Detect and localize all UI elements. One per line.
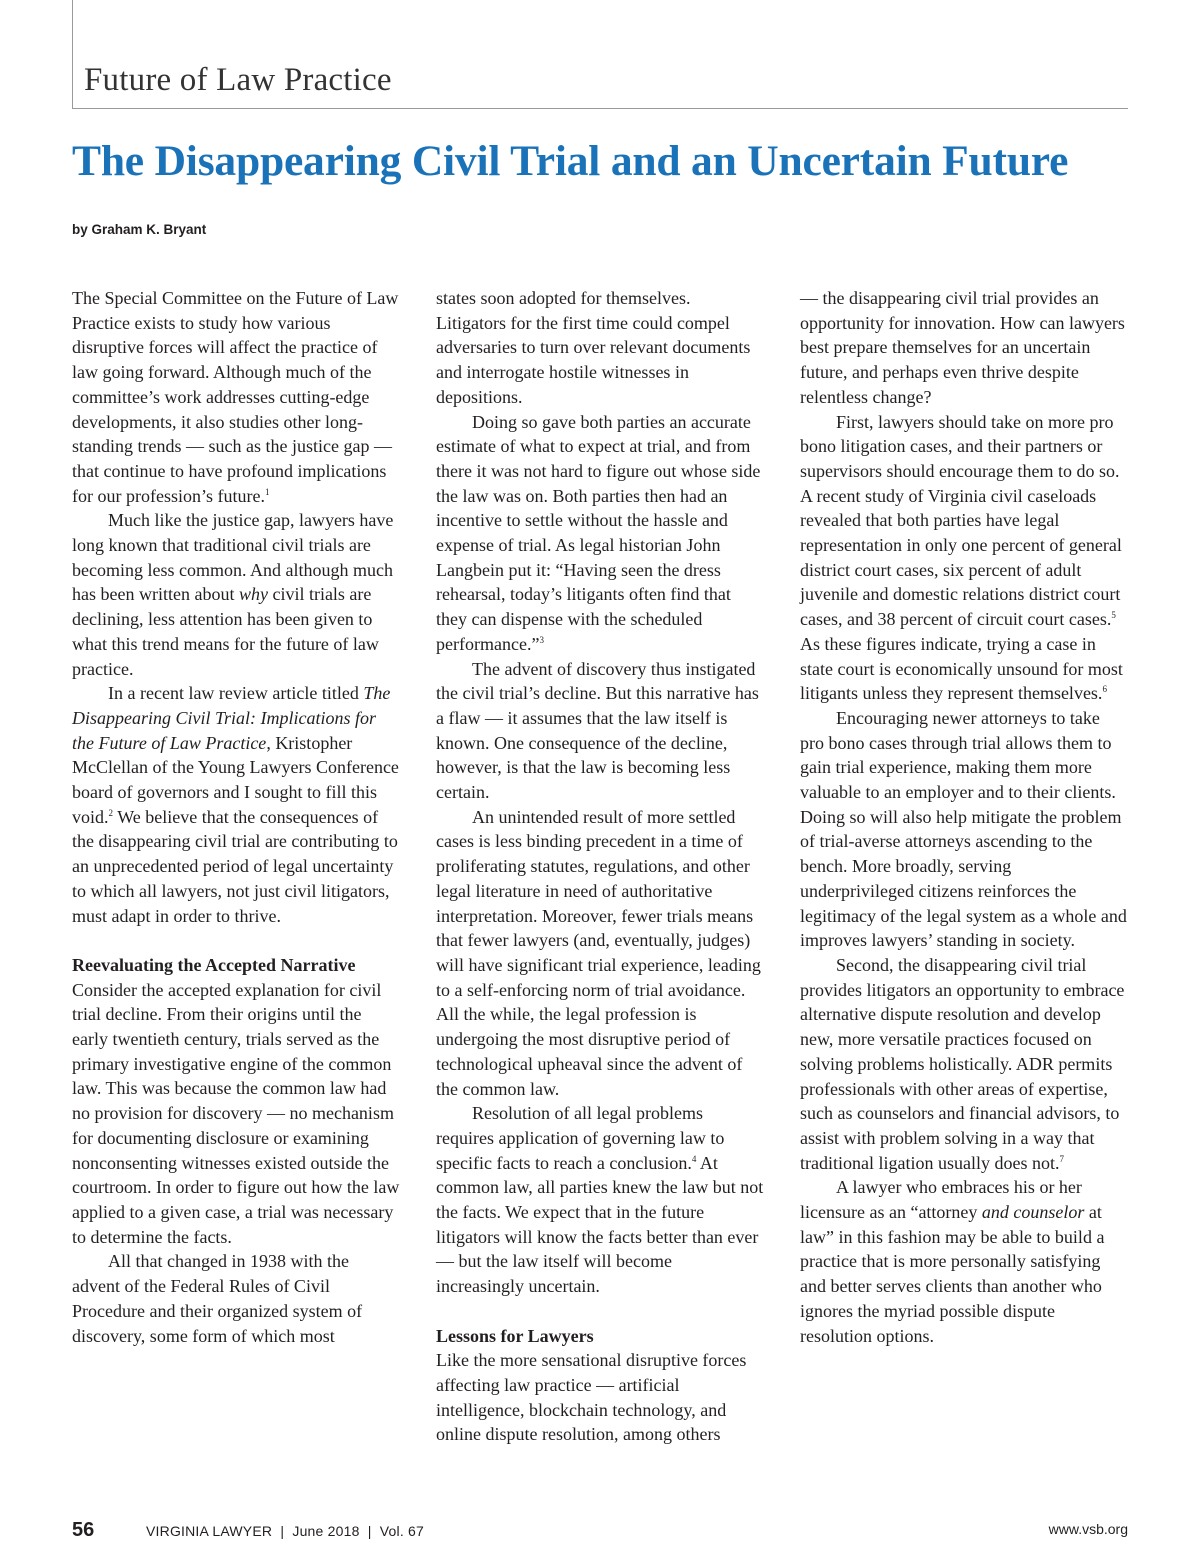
footnote-ref: 6 (1102, 684, 1107, 695)
paragraph: Doing so gave both parties an accurate estimate of what to expect at trial, and from there it was not hard to figure out whose side the law was on. Both parties then had an incentive to settle without the hassle and expense of trial. As legal historian John Langbein put it: “Having seen the dress rehearsal, today’s litigants often find that they can dispense with the scheduled performance.”$^3$ (436, 411, 761, 654)
paragraph: The advent of discovery thus instigated the civil trial’s decline. But this narrative has a flaw — it assumes that the law itself is known. One consequence of the decline, however, is that the law is becoming less certain. (436, 658, 759, 803)
column-3 (800, 286, 1128, 1348)
header-rule-horizontal (72, 108, 1128, 109)
paragraph: Like the more sensational disruptive forces affecting law practice — artificial intelligence, blockchain technology, and online dispute resolution, among others (436, 1350, 747, 1445)
paragraph: — the disappearing civil trial provides an opportunity for innovation. How can lawyers best prepare themselves for an uncertain future, and perhaps even thrive despite relentless change? (800, 288, 1125, 407)
paragraph: Consider the accepted explanation for civil trial decline. From their origins until the early twentieth century, trials served as the primary investigative engine of the common law. This was because the common law had no provision for discovery — no mechanism for documenting disclosure or examining nonconsenting witnesses existed outside the courtroom. In order to figure out how the law applied to a given case, a trial was necessary to determine the facts. (72, 979, 400, 1247)
column-2 (436, 286, 764, 1447)
paragraph: Second, the disappearing civil trial provides litigators an opportunity to embrace alternative dispute resolution and develop new, more versatile practices focused on solving problems holistically. ADR permits professionals with other areas of expertise, such as counselors and financial advisors, to assist with problem solving in a way that traditional ligation usually does not.$^7$ (800, 954, 1125, 1173)
page-number: 56 (72, 1519, 95, 1541)
footnote-ref: 3 (539, 634, 544, 645)
byline: by Graham K. Bryant (72, 222, 207, 237)
paragraph: Resolution of all legal problems requires application of governing law to specific facts to reach a conclusion.$^4$ At common law, all parties knew the law but not the facts. We expect that in the future litigators will know the facts better than ever — but the law itself will become increasingly uncertain. (436, 1103, 764, 1297)
paragraph: Much like the justice gap, lawyers have long known that traditional civil trials are becoming less common. And although much has been written about why civil trials are declining, less attention has been given to what this trend means for the future of law practice. (72, 510, 394, 679)
article-title: The Disappearing Civil Trial and an Uncertain Future (72, 137, 1069, 185)
paragraph: states soon adopted for themselves. Litigators for the first time could compel adversaries to turn over relevant documents and interrogate hostile witnesses in depositions. (436, 288, 751, 407)
paragraph: Encouraging newer attorneys to take pro bono cases through trial allows them to gain trial experience, making them more valuable to an employer and to their clients. Doing so will also help mitigate the problem of trial-averse attorneys ascending to the bench. More broadly, serving underprivileged citizens reinforces the legitimacy of the legal system as a whole and improves lawyers’ standing in society. (800, 707, 1127, 951)
paragraph: An unintended result of more settled cases is less binding precedent in a time of proliferating statutes, regulations, and other legal literature in need of authoritative interpretation. Moreover, fewer trials means that fewer lawyers (and, eventually, judges) will have significant trial experience, leading to a self-enforcing norm of trial avoidance. All the while, the legal profession is undergoing the most disruptive period of technological upheaval since the advent of the common law. (436, 806, 761, 1099)
section-heading: Future of Law Practice (84, 62, 392, 98)
paragraph: In a recent law review article titled The Disappearing Civil Trial: Implications for the Future of Law Practice, Kristopher McClellan of the Young Lawyers Conference board of governors and I sought to fill this void.$^2$ We believe that the consequences of the disappearing civil trial are contributing to an unprecedented period of legal uncertainty to which all lawyers, not just civil litigators, must adapt in order to thrive. (72, 683, 399, 926)
paragraph: First, lawyers should take on more pro bono litigation cases, and their partners or supervisors should encourage them to do so. A recent study of Virginia civil caseloads revealed that both parties have legal representation in only one percent of general district court cases, six percent of adult juvenile and domestic relations district court cases, and 38 percent of circuit court cases.$^5$ As these figures indicate, trying a case in state court is economically unsound for most litigants unless they represent themselves.$^6$ (800, 411, 1123, 704)
footnote-ref: 1 (264, 486, 270, 497)
paragraph: A lawyer who embraces his or her licensure as an “attorney and counselor at law” in this fashion may be able to build a practice that is more personally satisfying and better serves clients than another who ignores the myriad possible dispute resolution options. (800, 1177, 1105, 1346)
subheading: Reevaluating the Accepted Narrative (72, 954, 356, 975)
footnote-ref: 4 (691, 1153, 697, 1164)
header-rule-vertical (72, 0, 73, 108)
footnote-ref: 7 (1059, 1153, 1064, 1164)
paragraph: The Special Committee on the Future of Law Practice exists to study how various disruptive forces will affect the practice of law going forward. Although much of the committee’s work addresses cutting-edge developments, it also studies other long-standing trends — such as the justice gap — that continue to have profound implications for our profession’s future.$^1$ (72, 288, 399, 506)
subheading: Lessons for Lawyers (436, 1325, 594, 1346)
paragraph: All that changed in 1938 with the advent of the Federal Rules of Civil Procedure and their organized system of discovery, some form of which most (72, 1251, 363, 1346)
magazine-info: VIRGINIA LAWYER | June 2018 | Vol. 67 (146, 1523, 424, 1539)
column-1 (72, 286, 400, 1348)
footnote-ref: 5 (1111, 610, 1116, 621)
website-url: www.vsb.org (1048, 1521, 1128, 1537)
footnote-ref: 2 (108, 807, 114, 818)
